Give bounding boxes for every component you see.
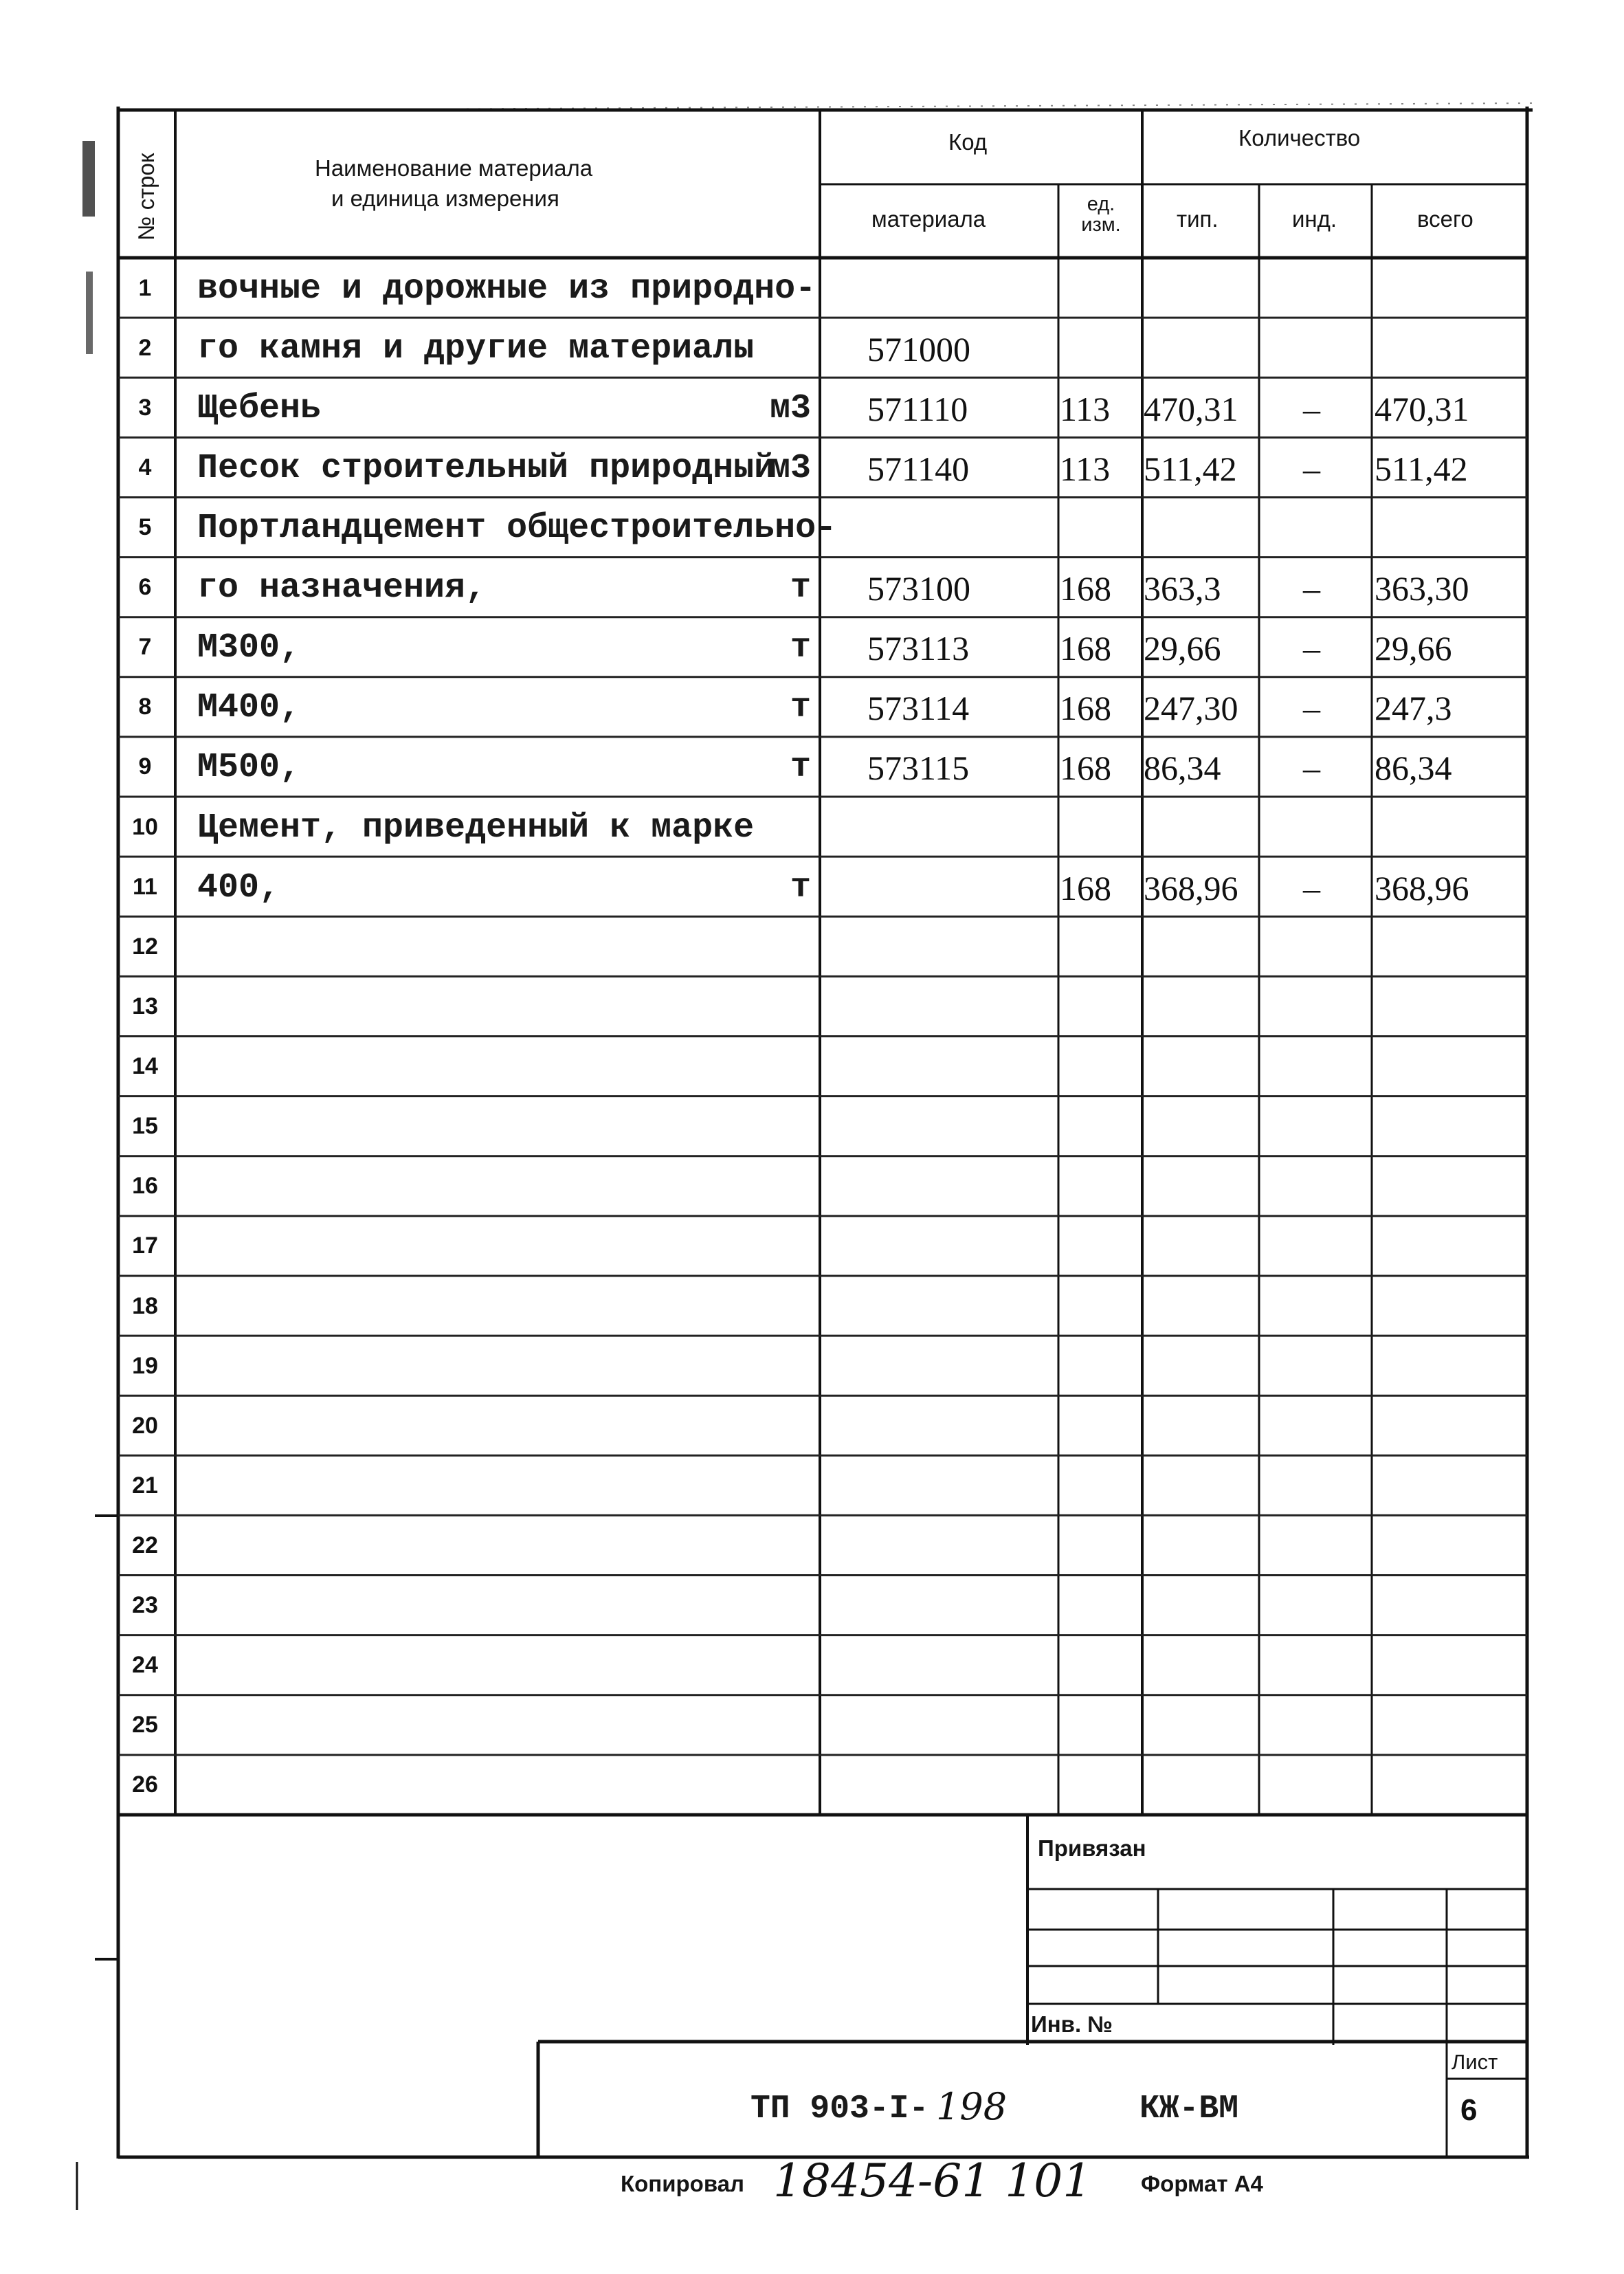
cell-total: 470,31 <box>1375 389 1469 428</box>
cell-ind: – <box>1303 689 1320 728</box>
cell-code: 573113 <box>867 629 970 668</box>
cell-n: 20 <box>132 1412 158 1439</box>
cell-ed: 168 <box>1060 868 1111 907</box>
cell-n: 17 <box>132 1233 158 1259</box>
cell-n: 12 <box>132 933 158 960</box>
cell-n: 8 <box>138 694 152 720</box>
cell-n: 18 <box>132 1292 158 1319</box>
copied-label: Копировал <box>621 2171 745 2196</box>
sheet-label: Лист <box>1451 2050 1498 2074</box>
cell-name: Портландцемент общестроительно- <box>197 509 837 549</box>
cell-code: 573115 <box>867 749 970 788</box>
cell-n: 24 <box>132 1652 158 1679</box>
bound-label: Привязан <box>1038 1835 1146 1861</box>
cell-ind: – <box>1303 449 1320 488</box>
cell-code: 573114 <box>867 689 970 728</box>
cell-n: 3 <box>138 394 152 421</box>
cell-name: М500, <box>197 748 301 788</box>
cell-n: 11 <box>133 873 157 900</box>
cell-ed: 168 <box>1060 629 1111 668</box>
cell-n: 9 <box>138 753 152 780</box>
cell-total: 86,34 <box>1375 749 1452 788</box>
cell-name: Цемент, приведенный к марке <box>197 808 755 848</box>
cell-n: 7 <box>138 634 152 661</box>
cell-ind: – <box>1303 868 1320 907</box>
cell-code: 571000 <box>867 329 970 368</box>
cell-n: 13 <box>132 993 158 1019</box>
cell-typ: 29,66 <box>1144 629 1221 668</box>
cell-typ: 247,30 <box>1144 689 1238 728</box>
code-material-header: материала <box>871 206 986 232</box>
cell-ind: – <box>1303 569 1320 608</box>
code-header: Код <box>948 129 988 155</box>
cell-n: 10 <box>132 813 158 840</box>
cell-ed: 113 <box>1060 449 1111 488</box>
cell-n: 21 <box>132 1472 158 1499</box>
cell-total: 511,42 <box>1375 449 1468 488</box>
cell-n: 6 <box>138 574 152 601</box>
cell-code: 571140 <box>867 449 970 488</box>
cell-unit: м3 <box>769 388 811 428</box>
cell-name: Песок строительный природный <box>197 448 775 488</box>
cell-n: 22 <box>132 1532 158 1558</box>
cell-unit: т <box>790 868 811 907</box>
cell-ind: – <box>1303 389 1320 428</box>
cell-typ: 470,31 <box>1144 389 1238 428</box>
qty-total-header: всего <box>1417 206 1473 232</box>
qty-typ-header: тип. <box>1177 206 1219 232</box>
cell-unit: т <box>790 628 811 668</box>
cell-code: 571110 <box>867 389 968 428</box>
cell-typ: 363,3 <box>1144 569 1221 608</box>
inv-no-label: Инв. № <box>1031 2011 1113 2037</box>
cell-unit: т <box>790 568 811 608</box>
cell-typ: 368,96 <box>1144 868 1238 907</box>
cell-ind: – <box>1303 749 1320 788</box>
row-number-header: № строк <box>133 153 159 241</box>
cell-n: 4 <box>138 454 152 481</box>
cell-n: 14 <box>132 1053 158 1080</box>
document-mark: КЖ-ВМ <box>1139 2090 1239 2128</box>
document-code: ТП 903-I- <box>750 2090 929 2128</box>
copied-number: 18454-61 101 <box>773 2154 1092 2207</box>
cell-name: го камня и другие материалы <box>197 329 755 368</box>
name-header-title: Наименование материала <box>315 155 593 181</box>
cell-n: 2 <box>138 334 152 361</box>
quantity-header: Количество <box>1238 125 1361 151</box>
cell-n: 16 <box>132 1173 158 1200</box>
cell-n: 23 <box>132 1592 158 1619</box>
cell-ed: 168 <box>1060 689 1111 728</box>
name-header-subtitle: и единица измерения <box>331 186 559 211</box>
cell-name: 400, <box>197 868 280 907</box>
cell-unit: т <box>790 748 811 788</box>
cell-name: М300, <box>197 628 301 668</box>
cell-code: 573100 <box>867 569 970 608</box>
document-code-handwritten: 198 <box>936 2085 1008 2128</box>
sheet-number: 6 <box>1460 2093 1478 2127</box>
cell-ind: – <box>1303 629 1320 668</box>
cell-name: Щебень <box>197 388 322 428</box>
cell-name: го назначения, <box>197 568 487 608</box>
format-label: Формат А4 <box>1141 2171 1263 2196</box>
cell-n: 19 <box>132 1352 158 1379</box>
cell-unit: т <box>790 688 811 728</box>
qty-ind-header: инд. <box>1292 206 1337 232</box>
cell-ed: 113 <box>1060 389 1111 428</box>
cell-name: М400, <box>197 688 301 728</box>
cell-total: 247,3 <box>1375 689 1452 728</box>
cell-total: 368,96 <box>1375 868 1469 907</box>
cell-n: 5 <box>138 514 152 541</box>
cell-n: 1 <box>138 274 152 301</box>
cell-n: 25 <box>132 1712 158 1738</box>
cell-unit: м3 <box>769 448 811 488</box>
cell-typ: 511,42 <box>1144 449 1237 488</box>
cell-total: 29,66 <box>1375 629 1452 668</box>
cell-n: 26 <box>132 1771 158 1798</box>
cell-typ: 86,34 <box>1144 749 1221 788</box>
cell-name: вочные и дорожные из природно- <box>197 269 816 309</box>
cell-total: 363,30 <box>1375 569 1469 608</box>
cell-n: 15 <box>132 1113 158 1140</box>
cell-ed: 168 <box>1060 569 1111 608</box>
code-unit-header: ед. изм. <box>1081 193 1121 236</box>
cell-ed: 168 <box>1060 749 1111 788</box>
